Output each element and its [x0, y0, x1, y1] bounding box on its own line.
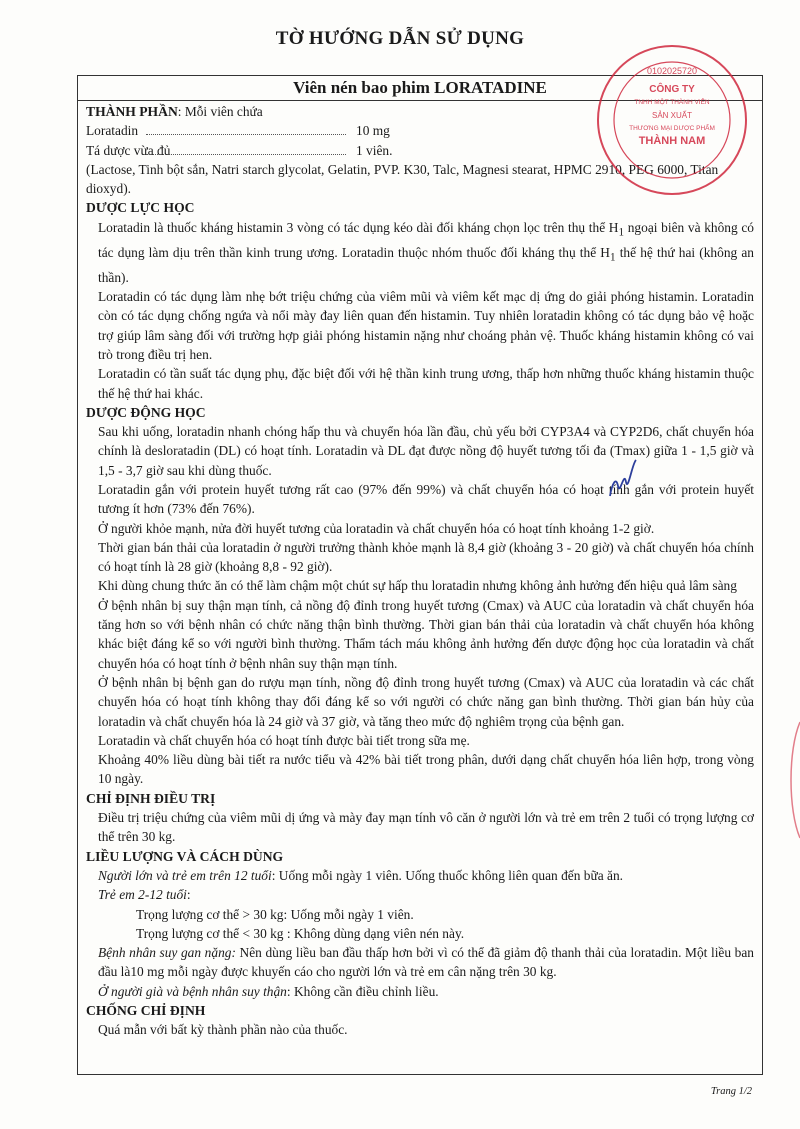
pharmacokinetics-paragraph: Thời gian bán thải của loratadin ở người trưởng thành khỏe mạnh là 8,4 giờ (khoảng 3 - 20 giờ) và chất chuyển hóa chính có hoạt tính là 28 giờ (khoảng 8,8 - 92 giờ).: [98, 539, 754, 575]
leaflet-frame: [77, 75, 763, 1075]
dosage-liver: [86, 943, 754, 982]
product-title: Viên nén bao phim LORATADINE: [78, 76, 762, 101]
pharmacokinetics-paragraph: Loratadin và chất chuyển hóa có hoạt tính được bài tiết trong sữa mẹ.: [98, 732, 470, 748]
dosage-elderly-text: : Không cần điều chỉnh liều.: [286, 983, 439, 999]
document-title: TỜ HƯỚNG DẪN SỬ DỤNG: [275, 28, 525, 49]
dosage-adult-label: Người lớn và trẻ em trên 12 tuổi: [98, 867, 272, 883]
pharmacokinetics-paragraph: Loratadin gắn với protein huyết tương rất cao (97% đến 99%) và chất chuyển hóa có hoạt tính gắn với protein huyết tương ít hơn (73% đến 76%).: [98, 481, 754, 517]
dosage-liver-label: Bệnh nhân suy gan nặng:: [98, 945, 236, 961]
subscript: 1: [618, 226, 625, 239]
composition-heading-suffix: : Mỗi viên chứa: [177, 104, 263, 119]
pharmacokinetics-paragraph: Ở bệnh nhân bị bệnh gan do rượu mạn tính, nồng độ đỉnh trong huyết tương (Cmax) và AUC của loratadin và các chất chuyển hóa có hoạt tính không thay đổi đáng kể so với người có chức năng gan bình thường. Thời gian bán hủy của loratadin và chất chuyển hóa là 24 giờ và 37 giờ, và tăng theo mức độ nghiêm trọng của bệnh gan.: [98, 674, 754, 729]
pharmacodynamics-paragraph-3: Loratadin có tần suất tác dụng phụ, đặc biệt đối với hệ thần kinh trung ương, thấp hơn những thuốc kháng histamin thuộc thế hệ thứ hai khác.: [98, 366, 754, 401]
dotted-leader: [146, 124, 346, 135]
indications-text: Điều trị triệu chứng của viêm mũi dị ứng và mày đay mạn tính vô căn ở người lớn và trẻ em trên 2 tuổi có trọng lượng cơ thể trên 30 kg.: [98, 810, 754, 845]
dotted-leader: [146, 144, 346, 155]
composition-value: 10 mg: [356, 123, 390, 139]
dosage-liver-text: Nên dùng liều ban đầu thấp hơn bởi vì có thể đã giảm độ thanh thải của loratadin. Một liều ban đầu là10 mg mỗi ngày được khuyến cáo cho người lớn và trẻ em cân nặng trên 30 kg.: [98, 945, 754, 980]
text-run: Loratadin là thuốc kháng histamin 3 vòng có tác dụng kéo dài đối kháng chọn lọc trên thụ thể H: [98, 219, 619, 235]
edge-stamp-fragment: [786, 720, 800, 840]
contraindications-heading: CHỐNG CHỈ ĐỊNH: [86, 1003, 206, 1018]
pharmacokinetics-heading: DƯỢC ĐỘNG HỌC: [86, 404, 206, 420]
text-run: ngoại biên và không có tác dụng làm dịu trên thần kinh trung ương. Loratadin thuộc nhóm thuốc đối kháng thụ thể H: [98, 219, 754, 260]
pharmacodynamics-heading: DƯỢC LỰC HỌC: [86, 200, 195, 216]
indications-heading: CHỈ ĐỊNH ĐIỀU TRỊ: [86, 790, 216, 806]
composition-heading: THÀNH PHẦN: [86, 104, 178, 119]
seal-line: 0102025720: [646, 66, 698, 76]
pharmacokinetics-paragraph: Ở người khỏe mạnh, nửa đời huyết tương của loratadin và chất chuyển hóa có hoạt tính khoảng 1-2 giờ.: [98, 520, 655, 536]
composition-label: Tá dược vừa đủ: [86, 142, 171, 158]
page-number: Trang 1/2: [710, 1086, 752, 1097]
composition-heading-line: [86, 102, 754, 121]
dosage-heading: LIỀU LƯỢNG VÀ CÁCH DÙNG: [86, 848, 284, 864]
dosage-child-rule: Trọng lượng cơ thể > 30 kg: Uống mỗi ngày 1 viên.: [136, 906, 414, 922]
seal-line: CÔNG TY: [649, 84, 695, 95]
dosage-elderly: [86, 982, 754, 1001]
dosage-child-label: Trẻ em 2-12 tuổi: [98, 887, 187, 903]
dosage-adult: [86, 866, 754, 885]
dosage-child: [86, 885, 754, 904]
leaflet-content: [78, 101, 762, 1040]
contraindications-text: Quá mẫn với bất kỳ thành phần nào của thuốc.: [98, 1022, 348, 1038]
pharmacokinetics-paragraph: Khoảng 40% liều dùng bài tiết ra nước tiểu và 42% bài tiết trong phân, dưới dạng chất chuyển hóa liên hợp, trong vòng 10 ngày.: [98, 752, 754, 787]
dosage-elderly-label: Ở người già và bệnh nhân suy thận: [98, 983, 287, 999]
composition-value: 1 viên.: [356, 142, 393, 158]
excipients-text: (Lactose, Tinh bột sắn, Natri starch glycolat, Gelatin, PVP. K30, Talc, Magnesi stearat, HPMC 2910, PEG 6000, Titan dioxyd).: [86, 161, 719, 197]
seal-line: THÀNH NAM: [638, 135, 706, 147]
dosage-adult-text: : Uống mỗi ngày 1 viên. Uống thuốc không liên quan đến bữa ăn.: [271, 867, 623, 883]
pharmacokinetics-paragraph: Ở bệnh nhân bị suy thận mạn tính, cả nồng độ đỉnh trong huyết tương (Cmax) và AUC của loratadin và chất chuyển hóa tăng hơn so với bệnh nhân có chức năng thận bình thường. Thời gian bán thải của loratadin và chất chuyển hóa không khác biệt đáng kể so với người bình thường. Thẩm tách máu không ảnh hưởng đến dược động học của loratadin và chất chuyển hóa có hoạt tính ở bệnh nhân suy thận mạn tính.: [98, 597, 754, 671]
composition-label: Loratadin: [86, 123, 139, 139]
composition-row-excipient: [86, 141, 754, 160]
composition-row-active: [86, 121, 754, 140]
dosage-child-suffix: :: [186, 887, 191, 903]
pharmacokinetics-paragraph: Sau khi uống, loratadin nhanh chóng hấp thu và chuyển hóa lần đầu, chủ yếu bởi CYP3A4 và CYP2D6, chất chuyển hóa chính là desloratadin (DL) có hoạt tính. Loratadin và DL đạt được nồng độ huyết tương tối đa (Tmax) giữa 1 - 1,5 giờ và 1,5 - 3,7 giờ sau khi dùng thuốc.: [98, 424, 754, 478]
pharmacodynamics-paragraph-1: [86, 218, 754, 287]
seal-line: TNHH MỘT THÀNH VIÊN: [634, 99, 710, 106]
pharmacokinetics-paragraph: Khi dùng chung thức ăn có thể làm chậm một chút sự hấp thu loratadin nhưng không ảnh hưởng đến hiệu quả lâm sàng: [98, 578, 737, 594]
subscript: 1: [609, 251, 616, 264]
text-run: thế hệ thứ hai (không an thần).: [98, 244, 754, 285]
dosage-child-rule: Trọng lượng cơ thể < 30 kg : Không dùng dạng viên nén này.: [136, 925, 465, 941]
pharmacodynamics-paragraph-2: Loratadin có tác dụng làm nhẹ bớt triệu chứng của viêm mũi và viêm kết mạc dị ứng do giải phóng histamin. Loratadin còn có tác dụng chống ngứa và nổi mày đay liên quan đến histamin. Tuy nhiên loratadin không có tác dụng bảo vệ hoặc trợ giúp lâm sàng đối với trường hợp giải phóng histamin nặng như choáng phản vệ. Thuốc kháng histamin không có vai trò trong điều trị hen.: [98, 289, 754, 362]
seal-line: SẢN XUẤT: [651, 111, 693, 120]
seal-line: THƯƠNG MẠI DƯỢC PHẨM: [629, 125, 715, 132]
